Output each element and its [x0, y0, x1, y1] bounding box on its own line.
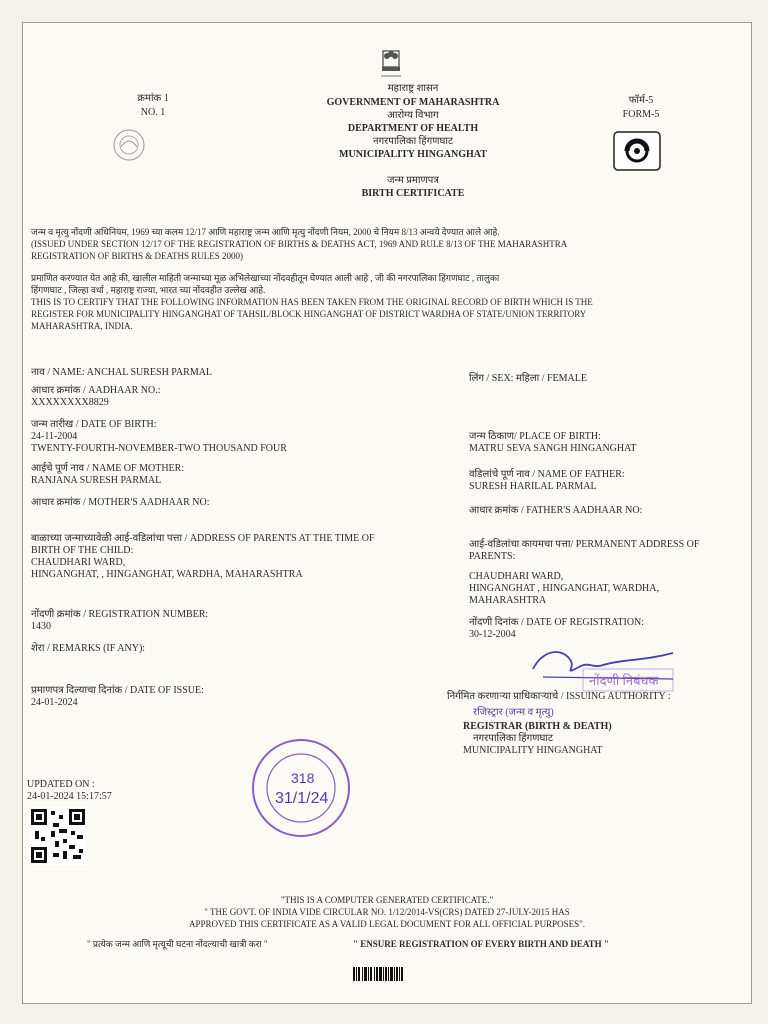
registrar-hindi: रजिस्ट्रार (जन्म व मृत्यु) — [473, 707, 554, 718]
footer-line-3: APPROVED THIS CERTIFICATE AS A VALID LEGAL DOCUMENT FOR ALL OFFICIAL PURPOSES". — [188, 919, 586, 929]
pob-value: MATRU SEVA SANGH HINGANGHAT — [469, 443, 637, 454]
registrar-english: REGISTRAR (BIRTH & DEATH) — [463, 721, 612, 732]
form-hindi: फॉर्म-5 — [628, 95, 654, 106]
reg-no-value: 1430 — [31, 621, 51, 632]
muni-english: MUNICIPALITY HINGANGHAT — [339, 149, 487, 160]
preamble-hindi-2b: हिंगणघाट , जिल्हा वर्धा , महाराष्ट्र राज्या, भारत च्या नोंदवहीत उल्लेख आहे. — [31, 285, 266, 295]
authority-label: निर्गमित करणाऱ्या प्राधिकाऱ्याचे / ISSUING AUTHORITY : — [447, 691, 671, 702]
registrar-muni-english: MUNICIPALITY HINGANGHAT — [463, 745, 603, 756]
govt-hindi: महाराष्ट्र शासन — [387, 83, 439, 94]
stamp-date: 31/1/24 — [275, 790, 329, 807]
barcode — [353, 967, 403, 981]
govt-english: GOVERNMENT OF MAHARASHTRA — [326, 97, 500, 108]
title-hindi: जन्म प्रमाणपत्र — [387, 175, 439, 186]
father-label: वडिलांचे पूर्ण नाव / NAME OF FATHER: — [469, 469, 625, 480]
qr-code[interactable] — [29, 807, 87, 865]
addr-perm-value-b: HINGANGHAT , HINGANGHAT, WARDHA, — [469, 583, 659, 594]
certificate-sheet — [22, 22, 752, 1004]
dob-label: जन्म तारीख / DATE OF BIRTH: — [31, 419, 157, 430]
dept-hindi: आरोग्य विभाग — [387, 110, 439, 121]
pob-label: जन्म ठिकाण/ PLACE OF BIRTH: — [469, 431, 601, 442]
preamble-english-1a: (ISSUED UNDER SECTION 12/17 OF THE REGISTRATION OF BIRTHS & DEATHS ACT, 1969 AND RULE 8/13 OF THE MAHARASHTRA — [31, 239, 568, 249]
aadhaar-value: XXXXXXXX8829 — [31, 397, 109, 408]
footer-line-1: "THIS IS A COMPUTER GENERATED CERTIFICATE." — [280, 895, 494, 905]
addr-birth-label-a: बाळाच्या जन्माच्यावेळी आई-वडिलांचा पत्ता / ADDRESS OF PARENTS AT THE TIME OF — [31, 533, 375, 544]
health-logo-icon — [613, 131, 661, 171]
form-english: FORM-5 — [622, 109, 660, 120]
number-hindi: क्रमांक 1 — [137, 93, 169, 104]
mother-value: RANJANA SURESH PARMAL — [31, 475, 162, 486]
mother-aadhaar-label: आधार क्रमांक / MOTHER'S AADHAAR NO: — [31, 497, 210, 508]
name-field: नाव / NAME: ANCHAL SURESH PARMAL — [31, 367, 213, 378]
registrar-signature — [523, 639, 693, 699]
dob-value: 24-11-2004 — [31, 431, 78, 442]
issue-label: प्रमाणपत्र दिल्याचा दिनांक / DATE OF ISSUE: — [31, 685, 204, 696]
stamp-number: 318 — [291, 770, 315, 786]
sex-field: लिंग / SEX: महिला / FEMALE — [469, 373, 587, 384]
national-emblem-icon — [373, 45, 409, 81]
dept-english: DEPARTMENT OF HEALTH — [347, 123, 479, 134]
number-english: NO. 1 — [140, 107, 166, 118]
dob-words: TWENTY-FOURTH-NOVEMBER-TWO THOUSAND FOUR — [31, 443, 287, 454]
reg-date-value: 30-12-2004 — [469, 629, 516, 640]
addr-perm-value-c: MAHARASHTRA — [469, 595, 547, 606]
addr-perm-label-a: आई-वडिलांचा कायमचा पत्ता/ PERMANENT ADDRESS OF — [469, 539, 700, 550]
muni-hindi: नगरपालिका हिंगणघाट — [373, 136, 453, 147]
preamble-english-2a: THIS IS TO CERTIFY THAT THE FOLLOWING INFORMATION HAS BEEN TAKEN FROM THE ORIGINAL RECORD OF BIRTH WHICH IS THE — [31, 297, 593, 307]
remarks-label: शेरा / REMARKS (IF ANY): — [31, 643, 146, 654]
preamble-english-1b: REGISTRATION OF BIRTHS & DEATHS RULES 2000) — [31, 251, 243, 261]
issue-value: 24-01-2024 — [31, 697, 78, 708]
signature-stamp-text: नोंदणी निबंधक — [589, 673, 659, 688]
updated-label: UPDATED ON : — [27, 779, 95, 790]
addr-birth-value-b: HINGANGHAT, , HINGANGHAT, WARDHA, MAHARASHTRA — [31, 569, 303, 580]
official-round-stamp — [243, 735, 359, 841]
addr-birth-value-a: CHAUDHARI WARD, — [31, 557, 126, 568]
addr-perm-label-b: PARENTS: — [469, 551, 516, 562]
municipal-seal-icon — [111, 127, 147, 163]
preamble-english-2b: REGISTER FOR MUNICIPALITY HINGANGHAT OF TAHSIL/BLOCK HINGANGHAT OF DISTRICT WARDHA OF STATE/UNION TERRITORY — [31, 309, 587, 319]
footer-line-4-hindi: " प्रत्येक जन्म आणि मृत्यूची घटना नोंदल्याची खात्री करा " — [87, 939, 268, 949]
aadhaar-label: आधार क्रमांक / AADHAAR NO.: — [31, 385, 161, 396]
father-value: SURESH HARILAL PARMAL — [469, 481, 597, 492]
page-title: BIRTH CERTIFICATE — [361, 188, 465, 199]
updated-value: 24-01-2024 15:17:57 — [27, 791, 112, 802]
footer-line-2: " THE GOVT. OF INDIA VIDE CIRCULAR NO. 1/12/2014-VS(CRS) DATED 27-JULY-2015 HAS — [204, 907, 570, 917]
footer-line-4-english: " ENSURE REGISTRATION OF EVERY BIRTH AND DEATH " — [353, 939, 609, 949]
father-aadhaar-label: आधार क्रमांक / FATHER'S AADHAAR NO: — [469, 505, 643, 516]
registrar-muni-hindi: नगरपालिका हिंगणघाट — [473, 733, 553, 744]
reg-no-label: नोंदणी क्रमांक / REGISTRATION NUMBER: — [31, 609, 209, 620]
preamble-english-2c: MAHARASHTRA, INDIA. — [31, 321, 133, 331]
mother-label: आईचे पूर्ण नाव / NAME OF MOTHER: — [31, 463, 185, 474]
reg-date-label: नोंदणी दिनांक / DATE OF REGISTRATION: — [469, 617, 645, 628]
preamble-hindi-1: जन्म व मृत्यु नोंदणी अधिनियम, 1969 च्या कलम 12/17 आणि महाराष्ट्र जन्म आणि मृत्यु नोंदणी नियम, 2000 चे नियम 8/13 अन्वये देण्यात आले आहे. — [31, 227, 500, 237]
addr-perm-value-a: CHAUDHARI WARD, — [469, 571, 564, 582]
preamble-hindi-2a: प्रमाणित करण्यात येत आहे की, खालील माहिती जन्माच्या मूळ अभिलेखाच्या नोंदवहीतून घेण्यात आली आहे , जी की नगरपालिका हिंगणघाट , तालुका — [31, 273, 500, 283]
addr-birth-label-b: BIRTH OF THE CHILD: — [31, 545, 134, 556]
